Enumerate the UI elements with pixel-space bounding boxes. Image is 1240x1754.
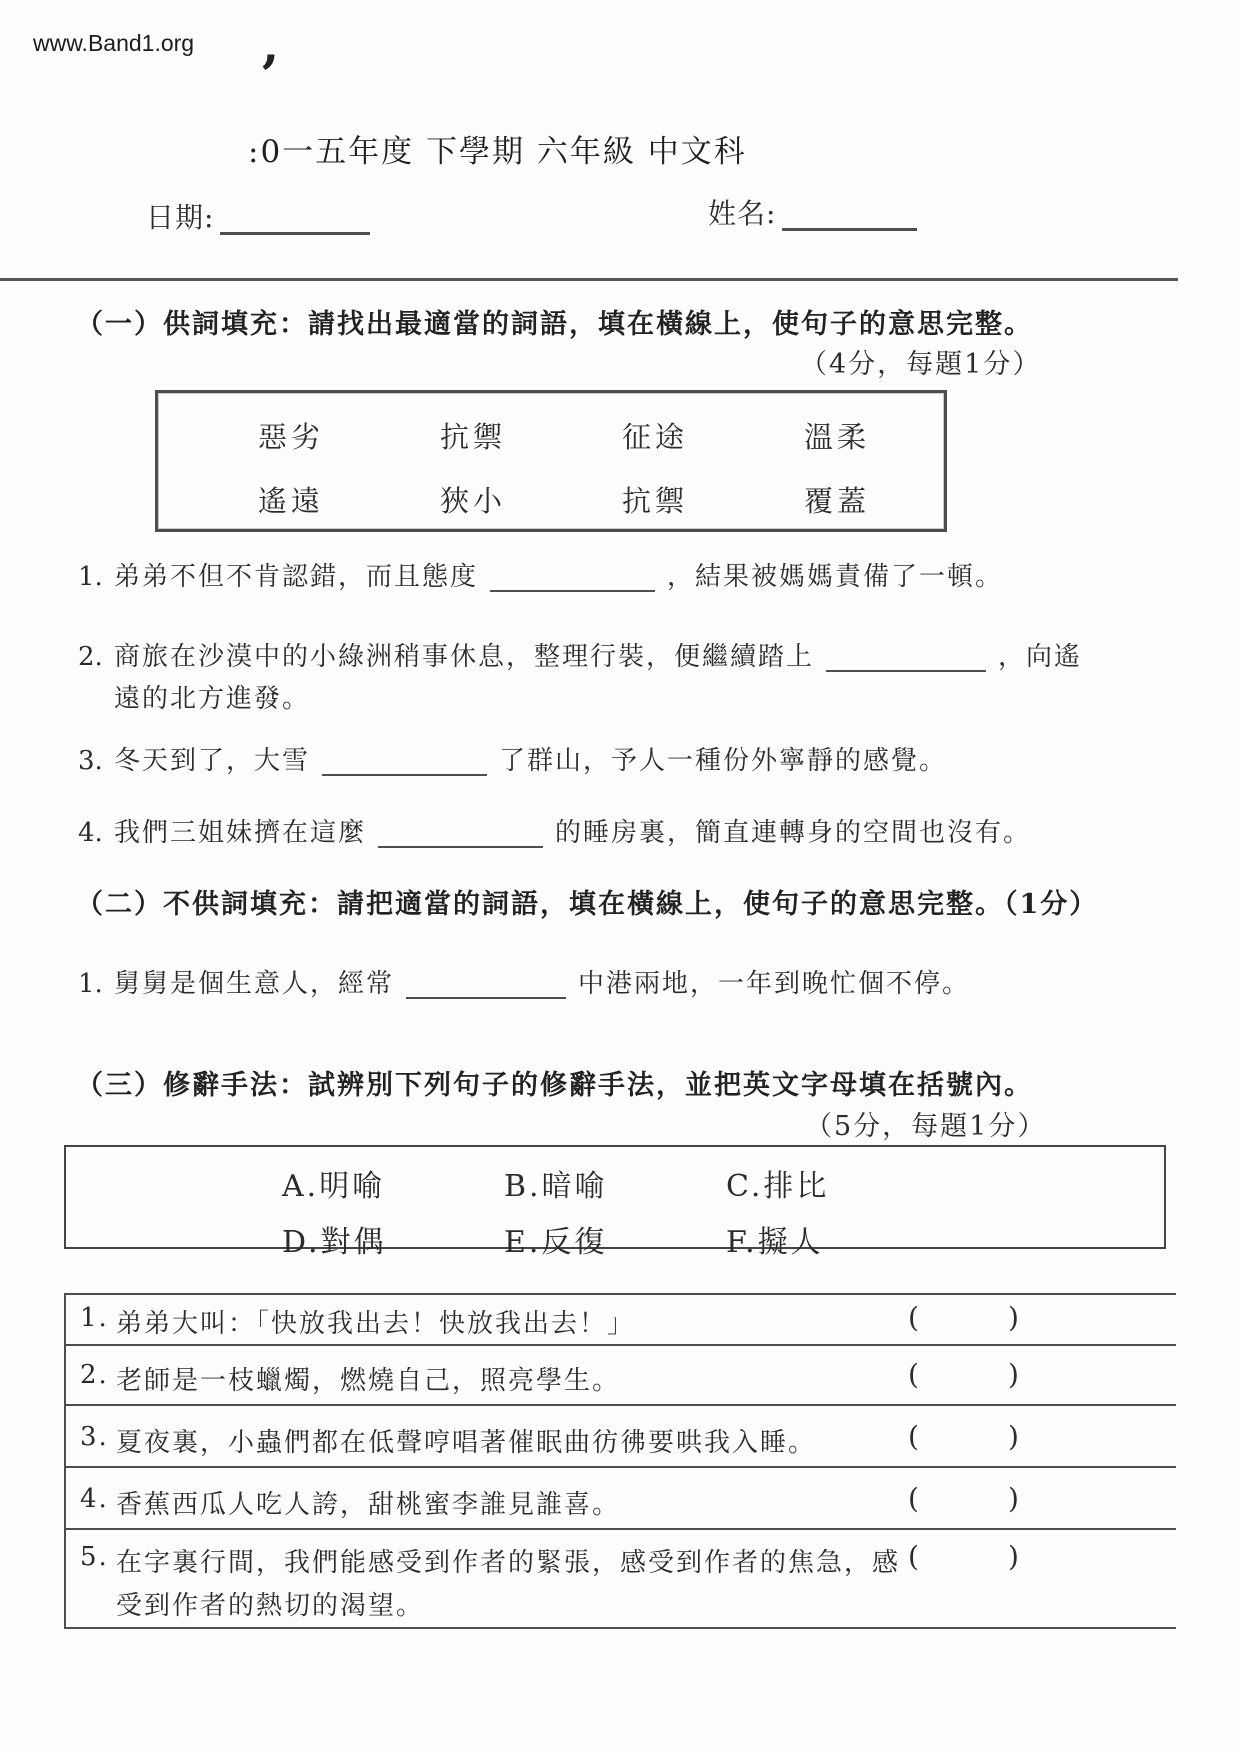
- question-text-before: 冬天到了，大雪: [114, 746, 311, 776]
- answer-paren-open: (: [908, 1540, 921, 1573]
- section1-heading: （一）供詞填充：請找出最適當的詞語，填在橫線上，使句子的意思完整。: [76, 309, 1033, 340]
- question-number: 1.: [78, 562, 103, 592]
- word-bank-item: 遙遠: [258, 484, 325, 518]
- word-bank-item: 覆蓋: [804, 484, 871, 518]
- question-row: [78, 963, 970, 1000]
- option-item: D.對偶: [282, 1225, 387, 1260]
- answer-paren-close: ): [1008, 1420, 1021, 1453]
- question-number: 1.: [78, 969, 103, 999]
- name-blank-line: [782, 202, 917, 232]
- question-text-before: 商旅在沙漠中的小綠洲稍事休息，整理行裝，便繼續踏上: [114, 642, 815, 672]
- question-row: [78, 740, 947, 777]
- row-number: 4.: [80, 1484, 109, 1514]
- table-row: [66, 1406, 1176, 1468]
- row-text: 老師是一枝蠟燭，燃燒自己，照亮學生。: [116, 1366, 621, 1396]
- option-item: B.暗喻: [504, 1169, 608, 1204]
- row-text: 弟弟大叫：「快放我出去！快放我出去！」: [116, 1309, 636, 1339]
- blank-line: [322, 749, 487, 776]
- word-bank-item: 狹小: [440, 484, 507, 518]
- row-text: 在字裏行間，我們能感受到作者的緊張，感受到作者的焦急，感: [116, 1548, 901, 1578]
- blank-line: [826, 645, 986, 672]
- date-field: [146, 196, 370, 236]
- answer-paren-open: (: [908, 1358, 921, 1391]
- section3-points: （5分，每題1分）: [805, 1111, 1047, 1142]
- question-text-before: 弟弟不但不肯認錯，而且態度: [114, 562, 479, 592]
- name-field: [708, 192, 917, 232]
- question-row: [78, 556, 1003, 593]
- page-title: :0一五年度 下學期 六年級 中文科: [248, 134, 747, 170]
- word-bank-box: [155, 390, 947, 532]
- question-text-before: 舅舅是個生意人，經常: [114, 969, 395, 999]
- question-text-before: 我們三姐妹擠在這麼: [114, 818, 367, 848]
- options-box: [64, 1145, 1166, 1260]
- row-text: 夏夜裏，小蟲們都在低聲哼唱著催眠曲彷彿要哄我入睡。: [116, 1428, 817, 1458]
- question-number: 4.: [78, 818, 103, 848]
- stray-mark: ’: [260, 43, 279, 107]
- option-item: A.明喻: [282, 1169, 386, 1204]
- option-item: E.反復: [504, 1225, 608, 1260]
- row-number: 3.: [80, 1422, 109, 1452]
- watermark: www.Band1.org: [33, 30, 195, 56]
- section3-heading: （三）修辭手法：試辨別下列句子的修辭手法，並把英文字母填在括號內。: [76, 1070, 1033, 1101]
- rhetoric-table: [64, 1293, 1176, 1629]
- word-bank-item: 惡劣: [258, 420, 325, 454]
- question-text-after: 了群山，予人一種份外寧靜的感覺。: [499, 746, 948, 776]
- question-number: 2.: [78, 642, 103, 672]
- row-text-line2: 受到作者的熱切的渴望。: [116, 1591, 425, 1621]
- word-bank-item: 抗禦: [440, 420, 507, 454]
- question-text-line2: 遠的北方進發。: [114, 684, 311, 714]
- question-number: 3.: [78, 746, 103, 776]
- table-row: [66, 1468, 1176, 1530]
- section2-heading: （二）不供詞填充：請把適當的詞語，填在橫線上，使句子的意思完整。（1分）: [76, 889, 1099, 920]
- option-item: F.擬人: [726, 1225, 824, 1260]
- row-number: 2.: [80, 1360, 109, 1390]
- blank-line: [406, 972, 566, 999]
- question-text-after: 中港兩地，一年到晚忙個不停。: [578, 969, 971, 999]
- answer-paren-close: ): [1008, 1482, 1021, 1515]
- date-blank-line: [220, 206, 370, 236]
- question-text-after: ，結果被媽媽責備了一頓。: [667, 562, 1004, 592]
- question-row: [78, 812, 1031, 849]
- row-number: 1.: [80, 1303, 109, 1333]
- row-text: 香蕉西瓜人吃人誇，甜桃蜜李誰見誰喜。: [116, 1490, 621, 1520]
- option-item: C.排比: [726, 1169, 830, 1204]
- table-row: [66, 1295, 1176, 1346]
- word-bank-item: 溫柔: [804, 420, 871, 454]
- section1-points: （4分，每題1分）: [800, 349, 1042, 380]
- word-bank-item: 征途: [622, 420, 689, 454]
- question-text-after: ，向遙: [998, 642, 1083, 672]
- question-text-after: 的睡房裏，簡直連轉身的空間也沒有。: [555, 818, 1032, 848]
- answer-paren-close: ): [1008, 1301, 1021, 1334]
- word-bank-item: 抗禦: [622, 484, 689, 518]
- blank-line: [490, 565, 655, 592]
- section-divider: [0, 278, 1178, 281]
- question-row: [78, 636, 1082, 673]
- answer-paren-open: (: [908, 1482, 921, 1515]
- answer-paren-open: (: [908, 1420, 921, 1453]
- table-row: [66, 1346, 1176, 1406]
- answer-paren-open: (: [908, 1301, 921, 1334]
- date-label: 日期:: [146, 201, 215, 234]
- row-number: 5.: [80, 1542, 109, 1572]
- table-row: [66, 1530, 1176, 1629]
- blank-line: [378, 821, 543, 848]
- answer-paren-close: ): [1008, 1540, 1021, 1573]
- name-label: 姓名:: [708, 197, 777, 230]
- answer-paren-close: ): [1008, 1358, 1021, 1391]
